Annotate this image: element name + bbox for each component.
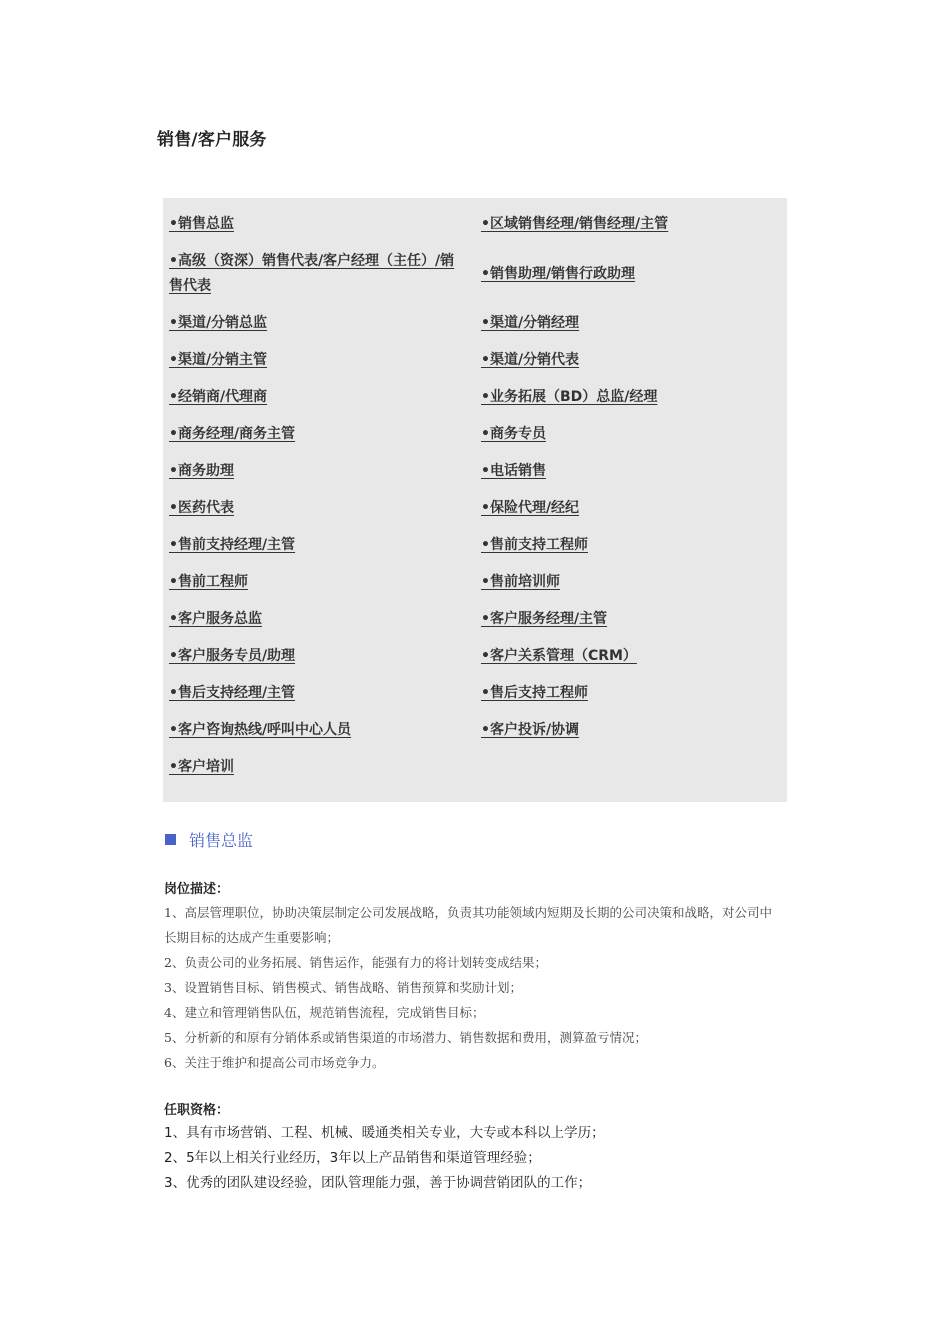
job-link-cell <box>481 601 781 638</box>
job-link-cell <box>481 243 781 305</box>
job-link[interactable]: •售后支持经理/主管 <box>169 685 296 701</box>
job-category-panel <box>163 198 787 802</box>
job-link[interactable]: •经销商/代理商 <box>169 389 268 405</box>
job-link-cell <box>169 243 481 305</box>
job-link-cell <box>169 206 481 243</box>
job-link[interactable]: •渠道/分销主管 <box>169 352 268 368</box>
job-link[interactable]: •售后支持工程师 <box>481 685 588 701</box>
job-link[interactable]: •渠道/分销总监 <box>169 315 268 331</box>
job-link-cell <box>169 342 481 379</box>
job-link[interactable]: •客户关系管理（CRM） <box>481 648 637 664</box>
qualification-item: 2、5年以上相关行业经历，3年以上产品销售和渠道管理经验； <box>164 1150 541 1166</box>
job-link-cell <box>481 206 781 243</box>
job-link[interactable]: •商务经理/商务主管 <box>169 426 296 442</box>
job-link[interactable]: •销售助理/销售行政助理 <box>481 265 636 282</box>
job-link-cell <box>481 490 781 527</box>
job-link-grid <box>169 206 781 786</box>
description-item: 4、建立和管理销售队伍，规范销售流程，完成销售目标； <box>164 1005 485 1020</box>
job-link[interactable]: •客户服务经理/主管 <box>481 611 608 627</box>
job-link[interactable]: •商务助理 <box>169 463 234 479</box>
description-item: 5、分析新的和原有分销体系或销售渠道的市场潜力、销售数据和费用，测算盈亏情况； <box>164 1030 647 1045</box>
qualifications-list <box>164 1121 784 1196</box>
square-icon <box>165 834 176 845</box>
job-link-cell <box>169 712 481 749</box>
job-link[interactable]: •商务专员 <box>481 426 546 442</box>
job-link[interactable]: •售前工程师 <box>169 574 248 590</box>
description-item: 1、高层管理职位，协助决策层制定公司发展战略，负责其功能领域内短期及长期的公司决策和战略，对公司中长期目标的达成产生重要影响； <box>164 905 772 945</box>
job-link-cell <box>481 638 781 675</box>
job-link[interactable]: •客户服务总监 <box>169 611 262 627</box>
job-link[interactable]: •售前培训师 <box>481 574 560 590</box>
job-link-cell <box>481 675 781 712</box>
job-link-cell <box>481 305 781 342</box>
job-link[interactable]: •医药代表 <box>169 500 234 516</box>
qualification-item: 1、具有市场营销、工程、机械、暖通类相关专业，大专或本科以上学历； <box>164 1125 605 1141</box>
job-link-cell-empty <box>481 749 781 786</box>
job-link-cell <box>169 490 481 527</box>
description-item: 6、关注于维护和提高公司市场竞争力。 <box>164 1055 385 1070</box>
description-label: 岗位描述： <box>164 882 230 897</box>
job-link-cell <box>169 527 481 564</box>
job-link-cell <box>169 749 481 786</box>
page-title: 销售/客户服务 <box>157 130 267 150</box>
job-link[interactable]: •区域销售经理/销售经理/主管 <box>481 216 669 232</box>
job-link[interactable]: •售前支持经理/主管 <box>169 537 296 553</box>
job-link-cell <box>169 379 481 416</box>
job-link[interactable]: •业务拓展（BD）总监/经理 <box>481 389 658 405</box>
job-link[interactable]: •客户咨询热线/呼叫中心人员 <box>169 722 352 738</box>
job-link[interactable]: •客户培训 <box>169 759 234 775</box>
job-link-cell <box>481 453 781 490</box>
job-link-cell <box>169 453 481 490</box>
job-link-cell <box>169 675 481 712</box>
job-link[interactable]: •高级（资深）销售代表/客户经理（主任）/销售代表 <box>169 253 455 294</box>
description-item: 3、设置销售目标、销售模式、销售战略、销售预算和奖励计划； <box>164 980 522 995</box>
job-link-cell <box>481 527 781 564</box>
job-link[interactable]: •保险代理/经纪 <box>481 500 580 516</box>
job-link-cell <box>481 564 781 601</box>
job-link-cell <box>169 638 481 675</box>
job-link-cell <box>481 712 781 749</box>
job-link-cell <box>481 379 781 416</box>
job-link[interactable]: •售前支持工程师 <box>481 537 588 553</box>
job-link-cell <box>169 305 481 342</box>
description-list <box>164 900 784 1075</box>
job-link-cell <box>481 342 781 379</box>
section-heading-text: 销售总监 <box>189 831 254 850</box>
job-link[interactable]: •渠道/分销代表 <box>481 352 580 368</box>
description-item: 2、负责公司的业务拓展、销售运作，能强有力的将计划转变成结果； <box>164 955 547 970</box>
job-link-cell <box>169 416 481 453</box>
job-link[interactable]: •客户投诉/协调 <box>481 722 580 738</box>
job-link-cell <box>169 601 481 638</box>
job-link-cell <box>481 416 781 453</box>
section-heading <box>165 828 253 851</box>
job-link[interactable]: •客户服务专员/助理 <box>169 648 296 664</box>
job-link-cell <box>169 564 481 601</box>
qualification-item: 3、优秀的团队建设经验，团队管理能力强，善于协调营销团队的工作； <box>164 1175 592 1191</box>
job-link[interactable]: •销售总监 <box>169 216 234 232</box>
qualifications-label: 任职资格： <box>164 1103 230 1118</box>
job-link[interactable]: •渠道/分销经理 <box>481 315 580 331</box>
job-link[interactable]: •电话销售 <box>481 463 546 479</box>
